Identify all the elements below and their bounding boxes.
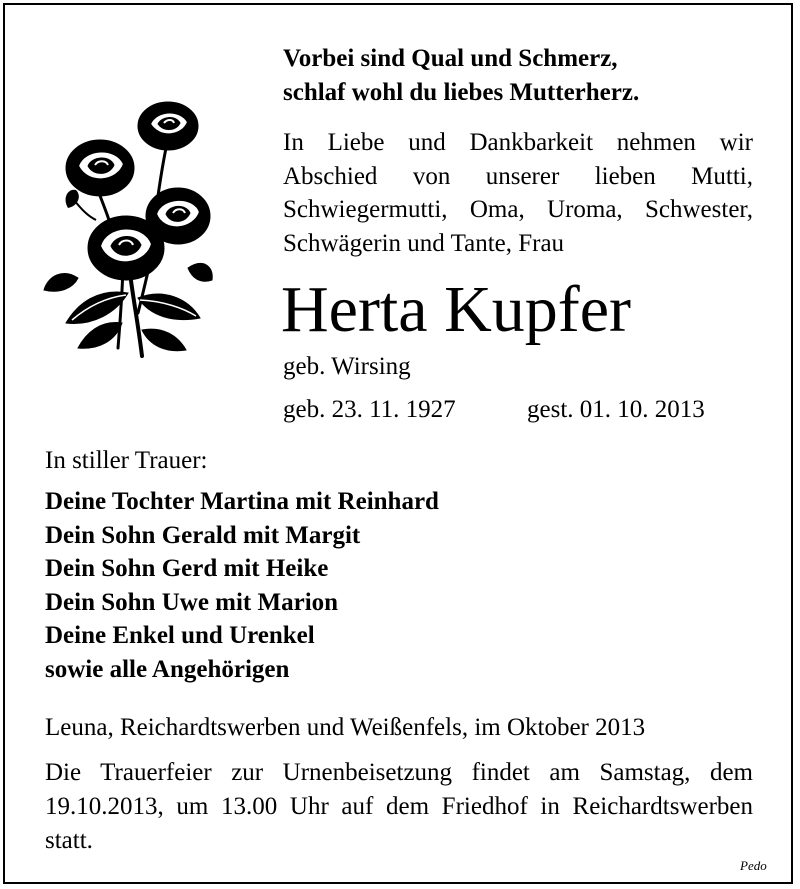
- mourner-item: Dein Sohn Gerald mit Margit: [45, 521, 361, 549]
- motto-verse: [283, 42, 639, 110]
- funeral-line-3: statt.: [45, 827, 93, 854]
- death-date: gest. 01. 10. 2013: [527, 396, 705, 423]
- mourner-item: Deine Tochter Martina mit Reinhard: [45, 488, 439, 515]
- funeral-info: [45, 756, 753, 858]
- funeral-line-1: Die Trauerfeier zur Urnenbeisetzung findet am Samstag, dem: [45, 759, 753, 786]
- mourner-item: Dein Sohn Uwe mit Marion: [45, 588, 339, 616]
- motto-line-2: schlaf wohl du liebes Mutterherz.: [283, 79, 640, 106]
- designer-signature: Pedo: [740, 858, 767, 873]
- motto-line-1: Vorbei sind Qual und Schmerz,: [283, 45, 618, 72]
- mourner-item: sowie alle Angehörigen: [45, 655, 290, 683]
- intro-line-3: Schwiegermutti, Oma, Uroma, Schwester,: [283, 196, 753, 223]
- birth-date: geb. 23. 11. 1927: [283, 396, 456, 423]
- place-and-date: Leuna, Reichardtswerben und Weißenfels, im Oktober 2013: [45, 714, 646, 741]
- deceased-name: Herta Kupfer: [281, 273, 631, 346]
- mourner-item: Dein Sohn Gerd mit Heike: [45, 555, 329, 583]
- intro-text: [283, 126, 753, 260]
- mourning-heading: In stiller Trauer:: [45, 447, 208, 474]
- intro-line-2: Abschied von unserer lieben Mutti,: [283, 162, 753, 190]
- intro-line-1: In Liebe und Dankbarkeit nehmen wir: [283, 129, 753, 156]
- mourners-list: [45, 485, 439, 687]
- intro-line-4: Schwägerin und Tante, Frau: [283, 229, 565, 257]
- roses-bouquet-icon: [38, 98, 214, 358]
- maiden-name: geb. Wirsing: [283, 353, 411, 380]
- mourner-item: Deine Enkel und Urenkel: [45, 622, 315, 650]
- funeral-line-2: 19.10.2013, um 13.00 Uhr auf dem Friedhof in Reichardtswerben: [45, 793, 753, 820]
